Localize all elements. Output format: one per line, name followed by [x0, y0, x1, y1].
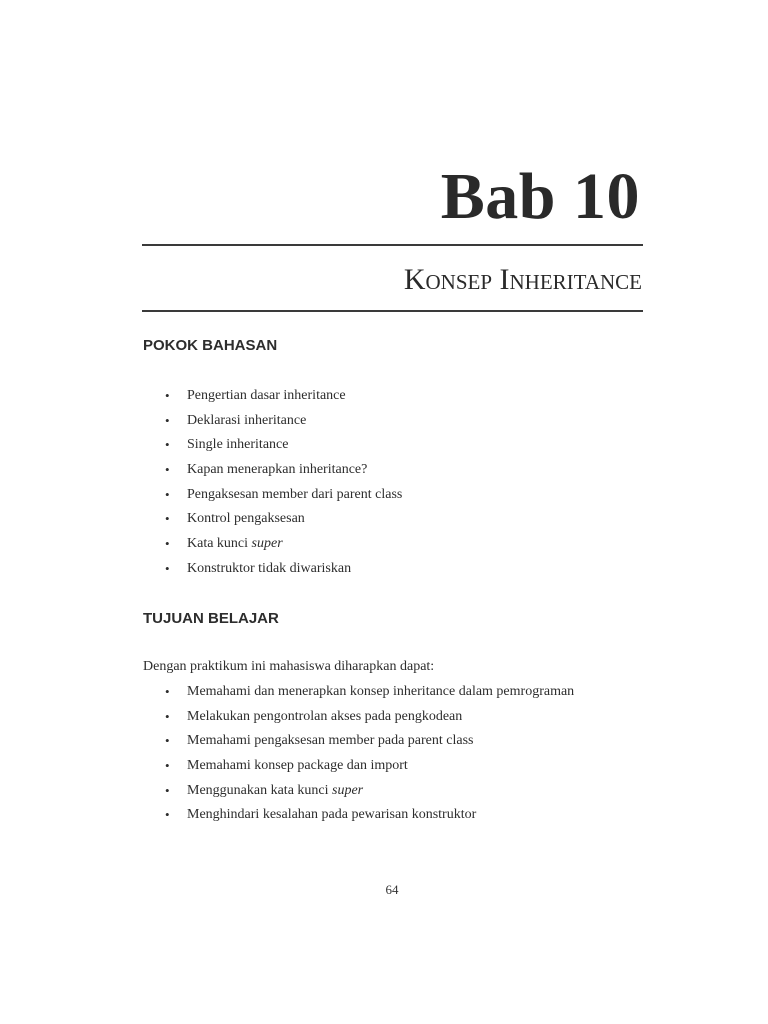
list-item-text [187, 460, 367, 480]
list-item-text [187, 805, 476, 825]
list-item-label: Kata kunci [187, 536, 252, 552]
list-item-label: Kontrol pengaksesan [187, 511, 305, 527]
bullet-icon: • [165, 412, 170, 428]
chapter-title: Konsep Inheritance [403, 263, 642, 296]
list-item-text [187, 781, 363, 801]
list-item-keyword: super [332, 782, 364, 798]
list-item-text [187, 435, 288, 455]
list-item-text [187, 411, 306, 431]
list-item-label: Kapan menerapkan inheritance? [187, 462, 368, 478]
list-item-label: Single inheritance [187, 437, 289, 453]
bullet-icon: • [165, 807, 170, 823]
bullet-icon: • [165, 733, 170, 749]
bullet-icon: • [165, 511, 170, 527]
list-item-label: Menggunakan kata kunci [187, 782, 333, 798]
bullet-icon: • [165, 782, 170, 798]
list-item-label: Memahami dan menerapkan konsep inheritance dalam pemrograman [187, 684, 575, 699]
list-item-label: Pengaksesan member dari parent class [187, 486, 403, 502]
list-item-label: Melakukan pengontrolan akses pada pengkodean [187, 708, 463, 724]
list-item-text [187, 731, 474, 751]
list-item-label: Memahami pengaksesan member pada parent class [187, 733, 474, 749]
bullet-icon: • [165, 486, 170, 502]
list-item-text [187, 756, 408, 776]
list-item-text [187, 509, 305, 529]
list-item-label: Konstruktor tidak diwariskan [187, 560, 352, 576]
bullet-icon: • [165, 758, 170, 774]
section-heading-pokok-bahasan: POKOK BAHASAN [143, 337, 278, 354]
list-item-label: Pengertian dasar inheritance [187, 388, 346, 403]
bullet-icon: • [165, 536, 170, 552]
list-item-text [187, 386, 346, 406]
list-item-text [187, 485, 402, 505]
page-number: 64 [385, 882, 399, 897]
bullet-icon: • [165, 560, 170, 576]
list-item-label: Menghindari kesalahan pada pewarisan konstruktor [187, 807, 477, 823]
tujuan-intro: Dengan praktikum ini mahasiswa diharapkan dapat: [143, 659, 435, 674]
bullet-icon: • [165, 388, 170, 403]
top-divider [142, 244, 643, 246]
bullet-icon: • [165, 684, 170, 699]
list-item-label: Deklarasi inheritance [187, 412, 307, 428]
chapter-number: Bab 10 [440, 160, 640, 233]
bullet-icon: • [165, 462, 170, 478]
list-item-text [187, 707, 462, 727]
list-item-text [187, 559, 351, 579]
list-item-keyword: super [251, 536, 283, 552]
list-item-text [187, 682, 574, 702]
bullet-icon: • [165, 708, 170, 724]
list-item-label: Memahami konsep package dan import [187, 758, 408, 774]
section-heading-tujuan-belajar: TUJUAN BELAJAR [143, 610, 279, 627]
bottom-divider [142, 310, 643, 312]
list-item-text [187, 534, 283, 554]
bullet-icon: • [165, 437, 170, 453]
